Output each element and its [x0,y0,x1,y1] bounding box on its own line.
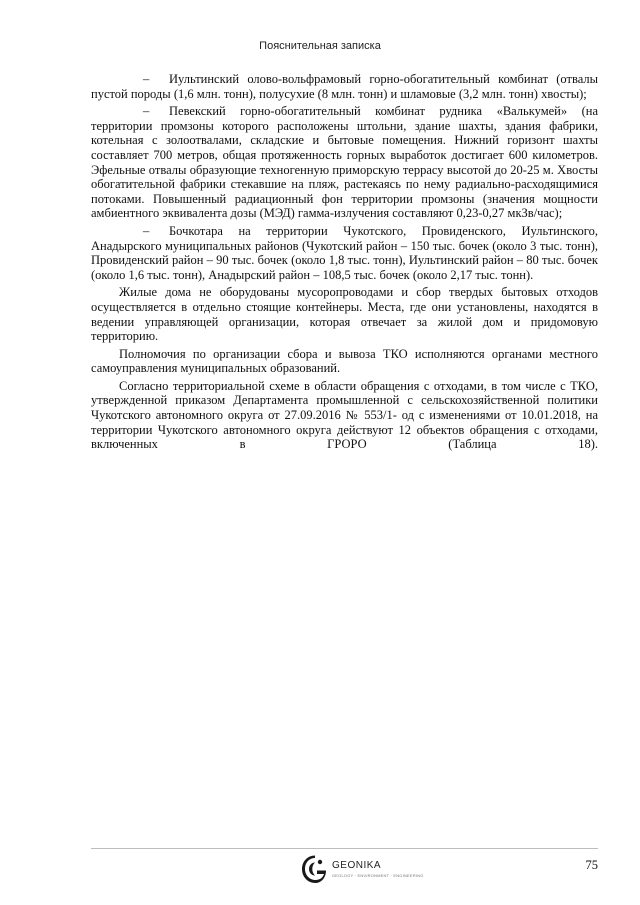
bullet-paragraph-pevek [91,104,598,221]
page-number: 75 [585,858,598,872]
document-body [91,72,598,455]
paragraph-territorial-scheme: Согласно территориальной схеме в области обращения с отходами, в том числе с ТКО, утвержденной приказом Департамента промышленной с сельскохозяйственной политики Чукотского автономного округа от 27.09.2016 № 553/1- од с изменениями от 10.01.2018, на территории Чукотского автономного округа действуют 12 объектов обращения с отходами, включенных в ГРОРО (Таблица 18). [91,378,598,452]
paragraph-text: Певекский горно-обогатительный комбинат рудника «Валькумей» (на территории промзоны которого расположены штольни, здание шахты, здания фабрики, котельная с золоотвалами, складские и бытовые помещения. Нижний горизонт шахты составляет 700 метров, общая протяженность горных выработок достигает 600 километров. Эфельные отвалы образующие техногенную приморскую террасу высотой до 20-25 м. Хвосты обогатительной фабрики стекавшие на пляж, растекаясь по нему радиально-расходящимися потоками. Повышенный радиационный фон территории промзоны (значения мощности амбиентного эквивалента дозы (МЭД) гамма-излучения составляют 0,23-0,27 мкЗв/час); [91,104,598,221]
footer-divider [91,848,598,849]
company-logo [300,854,424,888]
geonika-logo-icon [300,854,330,884]
paragraph-text: Иультинский олово-вольфрамовый горно-обогатительный комбинат (отвалы пустой породы (1,6 млн. тонн), полусухие (8 млн. тонн) и шламовые (3,2 млн. тонн) хвосты); [91,72,598,101]
bullet-paragraph-iultin [91,72,598,101]
paragraph-text: Бочкотара на территории Чукотского, Провиденского, Иультинского, Анадырского муниципальных районов (Чукотский район – 150 тыс. бочек (около 3 тыс. тонн), Провиденский район – 90 тыс. бочек (около 1,8 тыс. тонн), Иультинский район – 80 тыс. бочек (около 1,6 тыс. тонн), Анадырский район – 108,5 тыс. бочек (около 2,17 тыс. тонн). [91,223,598,282]
paragraph-authority: Полномочия по организации сбора и вывоза ТКО исполняются органами местного самоуправления муниципальных образований. [91,346,598,376]
dash-marker: – [143,223,150,238]
running-header: Пояснительная записка [259,40,381,52]
logo-wordmark: GEONIKA [332,860,382,871]
logo-tagline: GEOLOGY · ENVIRONMENT · ENGINEERING [332,873,424,878]
paragraph-housing: Жилые дома не оборудованы мусоропроводами и сбор твердых бытовых отходов осуществляется в отдельно стоящие контейнеры. Места, где они установлены, находятся в ведении управляющей организации, которая отвечает за жилой дом и придомовую территорию. [91,285,598,344]
dash-marker: – [143,104,150,119]
dash-marker: – [143,72,150,86]
bullet-paragraph-barrels [91,224,598,282]
